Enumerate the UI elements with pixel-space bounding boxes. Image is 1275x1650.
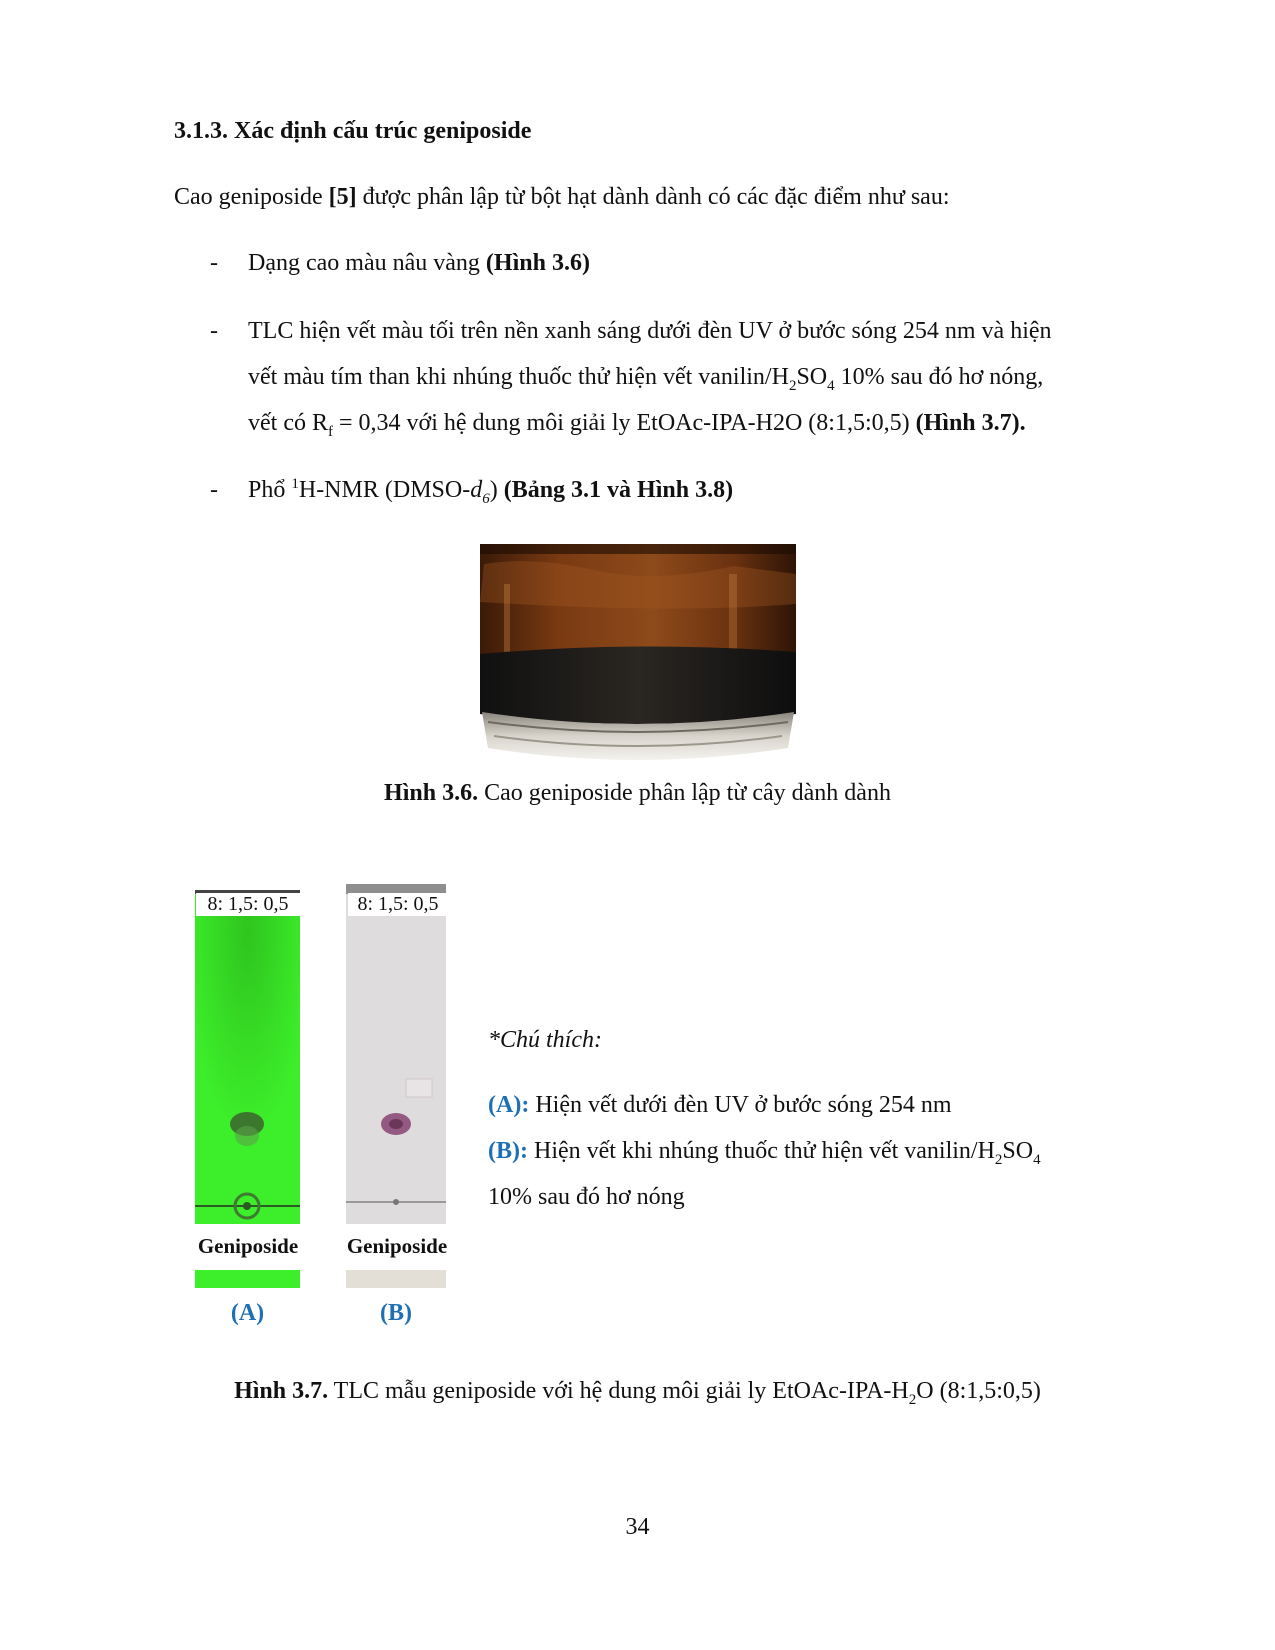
plate-b-ratio: 8: 1,5: 0,5 bbox=[348, 893, 448, 916]
b3-sup: 1 bbox=[291, 476, 299, 492]
section-heading: 3.1.3. Xác định cấu trúc geniposide bbox=[174, 118, 532, 144]
legend-b-text: Hiện vết khi nhúng thuốc thử hiện vết vanilin/H bbox=[527, 1138, 995, 1164]
bullet-dash-3: - bbox=[210, 477, 218, 503]
b2-l2-sub1: 2 bbox=[788, 377, 797, 394]
tlc-plate-b-image bbox=[346, 884, 446, 1224]
b2-l3-post: = 0,34 với hệ dung môi giải ly EtOAc-IPA-H2O (8:1,5:0,5) bbox=[332, 410, 916, 436]
bullet-2-line-2 bbox=[248, 360, 1043, 394]
bullet-2-line-3 bbox=[248, 406, 1026, 440]
figure-3-7-caption bbox=[0, 1378, 1275, 1408]
legend-b bbox=[488, 1134, 1041, 1168]
dark-layer bbox=[480, 646, 796, 724]
legend-a bbox=[488, 1088, 952, 1122]
figure-3-6-caption bbox=[0, 780, 1275, 807]
b2-l3-pre: vết có R bbox=[248, 410, 328, 436]
bullet-3 bbox=[248, 473, 733, 507]
legend-a-text: Hiện vết dưới đèn UV ở bước sóng 254 nm bbox=[529, 1092, 952, 1118]
plate-a-ratio: 8: 1,5: 0,5 bbox=[196, 893, 300, 916]
bullet-dash-1: - bbox=[210, 250, 218, 276]
bullet-dash-2: - bbox=[210, 318, 218, 344]
legend-b-sub2: 4 bbox=[1033, 1151, 1041, 1168]
figure-3-6-text: Cao geniposide phân lập từ cây dành dành bbox=[478, 780, 891, 806]
legend-b-mid: SO bbox=[1002, 1138, 1034, 1164]
plate-b-letter: (B) bbox=[380, 1300, 412, 1326]
legend-b-sub1: 2 bbox=[994, 1151, 1003, 1168]
tlc-plate-a-image bbox=[195, 884, 300, 1224]
legend-a-key: (A): bbox=[488, 1092, 530, 1118]
plate-b-background bbox=[346, 894, 446, 1224]
b3-italic: d bbox=[470, 477, 483, 503]
tlc-plate-a bbox=[195, 884, 300, 1224]
b2-l2-post: 10% sau đó hơ nóng, bbox=[834, 364, 1044, 390]
b3-isub: 6 bbox=[482, 490, 490, 507]
plate-b-label: Geniposide bbox=[346, 1234, 448, 1258]
figure-3-7-label: Hình 3.7. bbox=[234, 1378, 329, 1404]
plate-a-background bbox=[195, 894, 300, 1224]
tlc-plate-b bbox=[346, 884, 446, 1224]
b2-l2-sub2: 4 bbox=[827, 377, 835, 394]
bullet-1-ref: (Hình 3.6) bbox=[485, 250, 590, 276]
b3-pre: Phổ bbox=[248, 477, 292, 503]
intro-text-rest: được phân lập từ bột hạt dành dành có các đặc điểm như sau: bbox=[356, 184, 950, 210]
figure-3-7-text-end: O (8:1,5:0,5) bbox=[916, 1378, 1041, 1404]
b3-mid: H-NMR (DMSO- bbox=[298, 477, 471, 503]
figure-3-6-label: Hình 3.6. bbox=[384, 780, 479, 806]
legend-title-text: *Chú thích: bbox=[488, 1027, 602, 1053]
b2-l2-pre: vết màu tím than khi nhúng thuốc thử hiện vết vanilin/H bbox=[248, 364, 789, 390]
bullet-1-text: Dạng cao màu nâu vàng bbox=[248, 250, 486, 276]
b3-close: ) bbox=[489, 477, 504, 503]
geniposide-extract-photo bbox=[474, 544, 802, 770]
plate-a-label: Geniposide bbox=[197, 1234, 299, 1258]
b2-l3-sub: f bbox=[327, 423, 333, 440]
intro-reference: [5] bbox=[328, 184, 357, 210]
legend-b-key: (B): bbox=[488, 1138, 528, 1164]
intro-text: Cao geniposide bbox=[174, 184, 329, 210]
intro-paragraph bbox=[174, 180, 950, 214]
b2-l3-ref: (Hình 3.7). bbox=[915, 410, 1026, 436]
jar-illustration bbox=[474, 544, 802, 770]
legend-b-line-2: 10% sau đó hơ nóng bbox=[488, 1184, 685, 1210]
b3-ref: (Bảng 3.1 và Hình 3.8) bbox=[503, 477, 734, 503]
plate-a-letter: (A) bbox=[230, 1300, 265, 1326]
bullet-2-line-1: TLC hiện vết màu tối trên nền xanh sáng dưới đèn UV ở bước sóng 254 nm và hiện bbox=[248, 318, 1052, 344]
figure-3-7-sub: 2 bbox=[908, 1391, 917, 1408]
figure-3-7-text: TLC mẫu geniposide với hệ dung môi giải ly EtOAc-IPA-H bbox=[328, 1378, 909, 1404]
page-number: 34 bbox=[625, 1514, 650, 1540]
b2-l2-mid: SO bbox=[796, 364, 828, 390]
plate-a-strip bbox=[195, 1270, 300, 1288]
bullet-1 bbox=[248, 246, 590, 280]
plate-b-strip bbox=[346, 1270, 446, 1288]
legend-title bbox=[488, 1023, 602, 1057]
